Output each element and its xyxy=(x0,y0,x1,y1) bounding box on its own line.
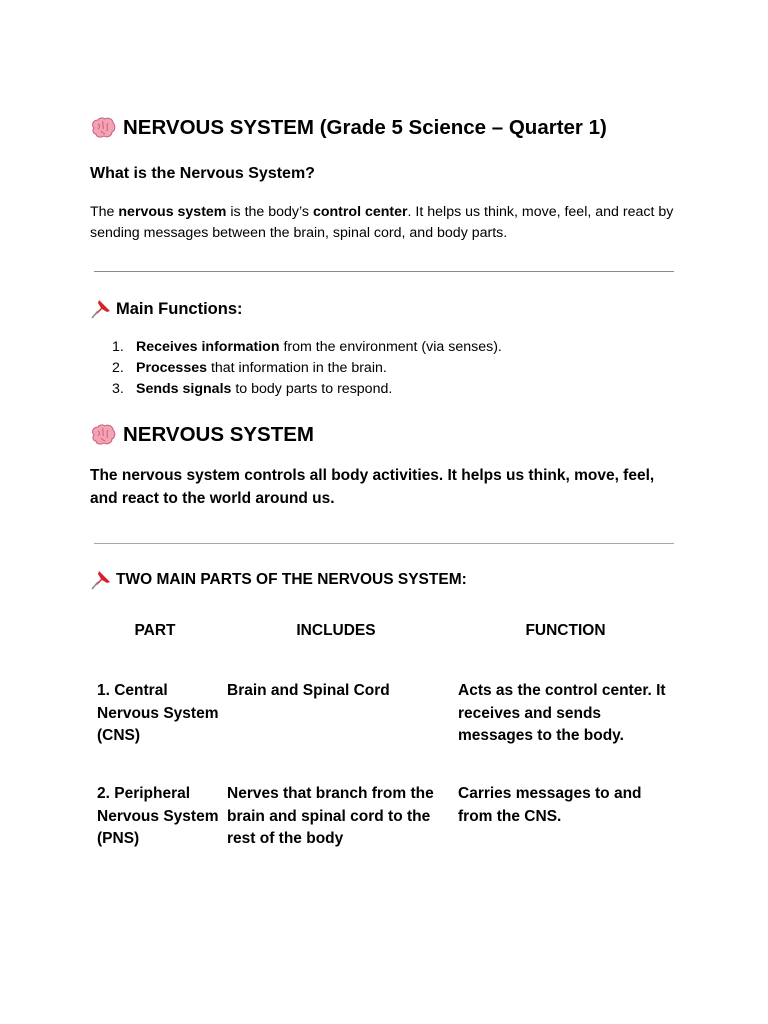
table-cell-part: 1. Central Nervous System (CNS) xyxy=(97,682,219,744)
intro-bold-1: nervous system xyxy=(118,204,227,220)
list-item-bold: Sends signals xyxy=(136,381,232,397)
intro-paragraph xyxy=(90,202,680,244)
divider xyxy=(94,271,674,272)
page-title-text: NERVOUS SYSTEM (Grade 5 Science – Quarter 1) xyxy=(123,116,607,139)
table-header-part: PART xyxy=(134,622,176,639)
list-item-text: from the environment (via senses). xyxy=(279,339,502,355)
functions-heading-text: Main Functions: xyxy=(116,299,243,318)
list-item-bold: Receives information xyxy=(136,339,280,355)
table-cell-includes: Brain and Spinal Cord xyxy=(227,682,390,699)
list-item xyxy=(112,379,502,400)
brain-icon xyxy=(90,117,116,139)
what-heading: What is the Nervous System? xyxy=(90,165,315,182)
intro-text-3: . It helps us think, move, feel, and react by sending messages between the brain, spinal cord, and body parts. xyxy=(90,204,674,241)
list-number: 1. xyxy=(112,339,124,355)
table-cell-function: Acts as the control center. It receives and sends messages to the body. xyxy=(458,682,666,744)
table-cell-includes: Nerves that branch from the brain and spinal cord to the rest of the body xyxy=(227,785,434,847)
pushpin-icon xyxy=(90,569,112,591)
parts-heading xyxy=(90,569,467,591)
list-item xyxy=(112,358,502,379)
pushpin-icon xyxy=(90,298,112,320)
section-title xyxy=(90,423,314,447)
section-paragraph: The nervous system controls all body activities. It helps us think, move, feel, and react to the world around us. xyxy=(90,467,655,507)
section-title-text: NERVOUS SYSTEM xyxy=(123,423,314,446)
list-item-bold: Processes xyxy=(136,360,207,376)
table-header-includes: INCLUDES xyxy=(296,622,376,639)
divider xyxy=(94,543,674,544)
list-item-text: to body parts to respond. xyxy=(231,381,393,397)
table-header-function: FUNCTION xyxy=(525,622,606,639)
list-number: 2. xyxy=(112,360,124,376)
intro-text-1: The xyxy=(90,204,119,220)
list-item-text: that information in the brain. xyxy=(207,360,387,376)
functions-heading xyxy=(90,298,243,320)
page-title xyxy=(90,116,607,140)
parts-heading-text: TWO MAIN PARTS OF THE NERVOUS SYSTEM: xyxy=(116,571,467,588)
table-cell-function: Carries messages to and from the CNS. xyxy=(458,785,642,825)
brain-icon xyxy=(90,424,116,446)
list-number: 3. xyxy=(112,381,124,397)
table-cell-part: 2. Peripheral Nervous System (PNS) xyxy=(97,785,219,847)
functions-list xyxy=(112,337,502,400)
list-item xyxy=(112,337,502,358)
intro-bold-2: control center xyxy=(312,204,408,220)
intro-text-2: is the body’s xyxy=(226,204,313,220)
